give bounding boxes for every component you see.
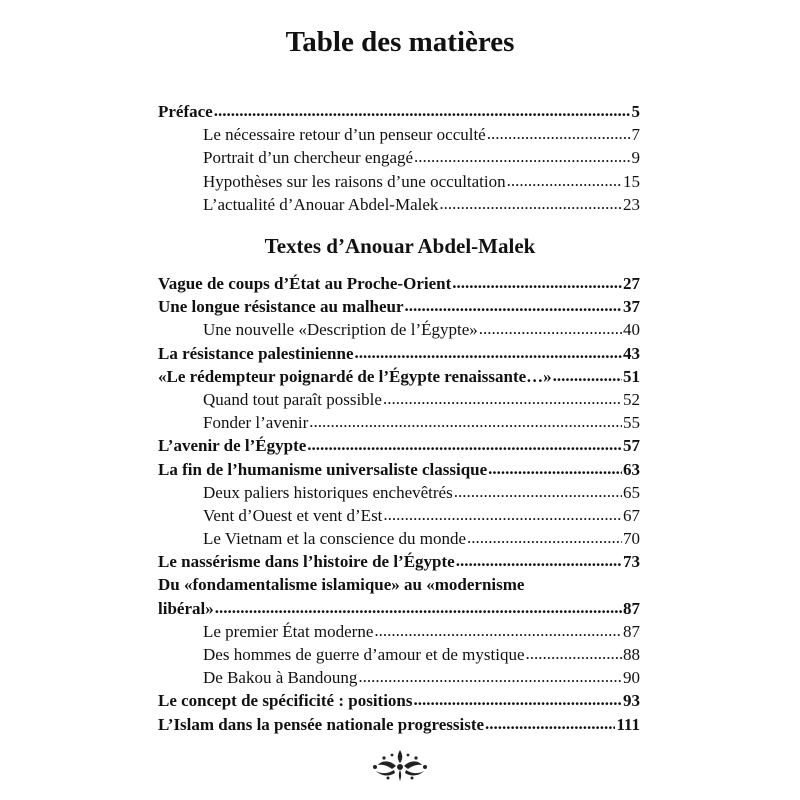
toc-subsection-entry: [158, 146, 640, 169]
dot-leader: [487, 122, 631, 145]
toc-entry-title: Quand tout paraît possible: [203, 389, 382, 409]
toc-page-number: 63: [623, 459, 640, 479]
dot-leader: [383, 503, 622, 526]
toc-page-number: 73: [623, 552, 640, 572]
toc-entry-title: Le nécessaire retour d’un penseur occulté: [203, 125, 486, 145]
toc-entry-title: Des hommes de guerre d’amour et de mystique: [203, 645, 525, 664]
dot-leader: [467, 526, 622, 549]
toc-chapter-entry: [158, 342, 640, 365]
toc-page-number: 70: [623, 529, 640, 549]
dot-leader: [553, 364, 622, 387]
page-title: Table des matières: [285, 26, 515, 58]
toc-entry-title: Deux paliers historiques enchevêtrés: [203, 482, 453, 502]
toc-subsection-entry: [158, 411, 640, 434]
dot-leader: [488, 457, 622, 480]
toc-subsection-entry: [158, 388, 640, 411]
toc-chapter-entry: [158, 272, 640, 295]
toc-subsection-entry: [158, 123, 640, 146]
toc-page-number: 5: [631, 102, 640, 121]
toc-page-number: 88: [623, 645, 640, 664]
toc-page-number: 9: [631, 148, 640, 168]
dot-leader: [374, 619, 622, 642]
toc-entry-title: L’Islam dans la pensée nationale progressiste: [158, 714, 485, 734]
preface-toc-list: [158, 100, 640, 216]
toc-subsection-entry: [158, 193, 640, 216]
dot-leader: [405, 294, 622, 317]
toc-entry-title: Fonder l’avenir: [203, 413, 309, 433]
dot-leader: [439, 192, 622, 215]
toc-page-number: 90: [623, 668, 640, 688]
toc-page-number: 52: [623, 389, 640, 409]
toc-page-number: 57: [623, 436, 640, 456]
toc-page-number: 111: [616, 714, 640, 734]
toc-entry-title: L’actualité d’Anouar Abdel-Malek: [203, 194, 439, 214]
dot-leader: [479, 317, 622, 340]
toc-page-number: 23: [623, 194, 640, 214]
dot-leader: [452, 271, 622, 294]
toc-entry-title: «Le rédempteur poignardé de l’Égypte renaissante…»: [158, 366, 552, 386]
toc-entry-title: Préface: [158, 102, 213, 121]
toc-entry-title: Le Vietnam et la conscience du monde: [203, 529, 467, 549]
dot-leader: [309, 410, 622, 433]
dot-leader: [215, 596, 622, 619]
floral-ornament-icon: [370, 746, 430, 784]
toc-page-number: 87: [623, 598, 640, 618]
toc-page-number: 65: [623, 482, 640, 502]
toc-entry-title: La fin de l’humanisme universaliste classique: [158, 459, 488, 479]
toc-entry-title: Du «fondamentalisme islamique» au «modernisme: [158, 575, 525, 595]
toc-entry-title: De Bakou à Bandoung: [203, 668, 358, 688]
toc-chapter-entry: [158, 365, 640, 388]
toc-page-number: 37: [623, 297, 640, 317]
toc-entry-title: libéral»: [158, 598, 214, 618]
dot-leader: [355, 341, 623, 364]
dot-leader: [307, 433, 622, 456]
toc-entry-title: Une nouvelle «Description de l’Égypte»: [203, 320, 478, 340]
toc-subsection-entry: [158, 527, 640, 550]
dot-leader: [383, 387, 622, 410]
toc-subsection-entry: [158, 170, 640, 193]
toc-chapter-entry: [158, 458, 640, 481]
section-title: Textes d’Anouar Abdel-Malek: [264, 234, 536, 258]
dot-leader: [214, 99, 631, 122]
dot-leader: [526, 642, 623, 665]
dot-leader: [507, 169, 622, 192]
toc-page-number: 67: [623, 505, 640, 525]
toc-entry-title: Portrait d’un chercheur engagé: [203, 148, 414, 168]
toc-entry-title: Une longue résistance au malheur: [158, 297, 404, 317]
toc-page-number: 43: [623, 343, 640, 363]
toc-page-number: 40: [623, 320, 640, 340]
dot-leader: [485, 712, 615, 735]
toc-entry-title: Le concept de spécificité : positions: [158, 691, 413, 711]
toc-chapter-entry: [158, 550, 640, 573]
toc-chapter-entry: [158, 434, 640, 457]
toc-subsection-entry: [158, 504, 640, 527]
texts-toc-list: [158, 272, 640, 736]
toc-subsection-entry: [158, 481, 640, 504]
toc-page-number: 27: [623, 274, 640, 293]
toc-page-number: 15: [623, 171, 640, 191]
dot-leader: [456, 549, 622, 572]
toc-chapter-entry: [158, 573, 640, 596]
dot-leader: [414, 145, 630, 168]
toc-chapter-entry: [158, 713, 640, 736]
toc-entry-title: Le nassérisme dans l’histoire de l’Égypte: [158, 552, 455, 572]
toc-subsection-entry: [158, 666, 640, 689]
dot-leader: [454, 480, 622, 503]
toc-chapter-entry: [158, 689, 640, 712]
toc-entry-title: Vent d’Ouest et vent d’Est: [203, 505, 383, 525]
toc-chapter-entry: [158, 100, 640, 123]
toc-entry-title: Hypothèses sur les raisons d’une occultation: [203, 171, 506, 191]
dot-leader: [414, 688, 623, 711]
toc-subsection-entry: [158, 318, 640, 341]
toc-entry-title: L’avenir de l’Égypte: [158, 436, 307, 456]
toc-subsection-entry: [158, 620, 640, 643]
toc-page-number: 51: [623, 366, 640, 386]
toc-page-number: 93: [623, 691, 640, 711]
toc-page-number: 7: [631, 125, 640, 145]
toc-chapter-entry: [158, 295, 640, 318]
toc-entry-title: Vague de coups d’État au Proche-Orient: [158, 274, 452, 293]
toc-chapter-entry: [158, 597, 640, 620]
toc-page-number: 87: [623, 621, 640, 641]
toc-subsection-entry: [158, 643, 640, 666]
dot-leader: [358, 665, 622, 688]
toc-entry-title: La résistance palestinienne: [158, 343, 354, 363]
toc-page-number: 55: [623, 413, 640, 433]
toc-entry-title: Le premier État moderne: [203, 621, 374, 641]
